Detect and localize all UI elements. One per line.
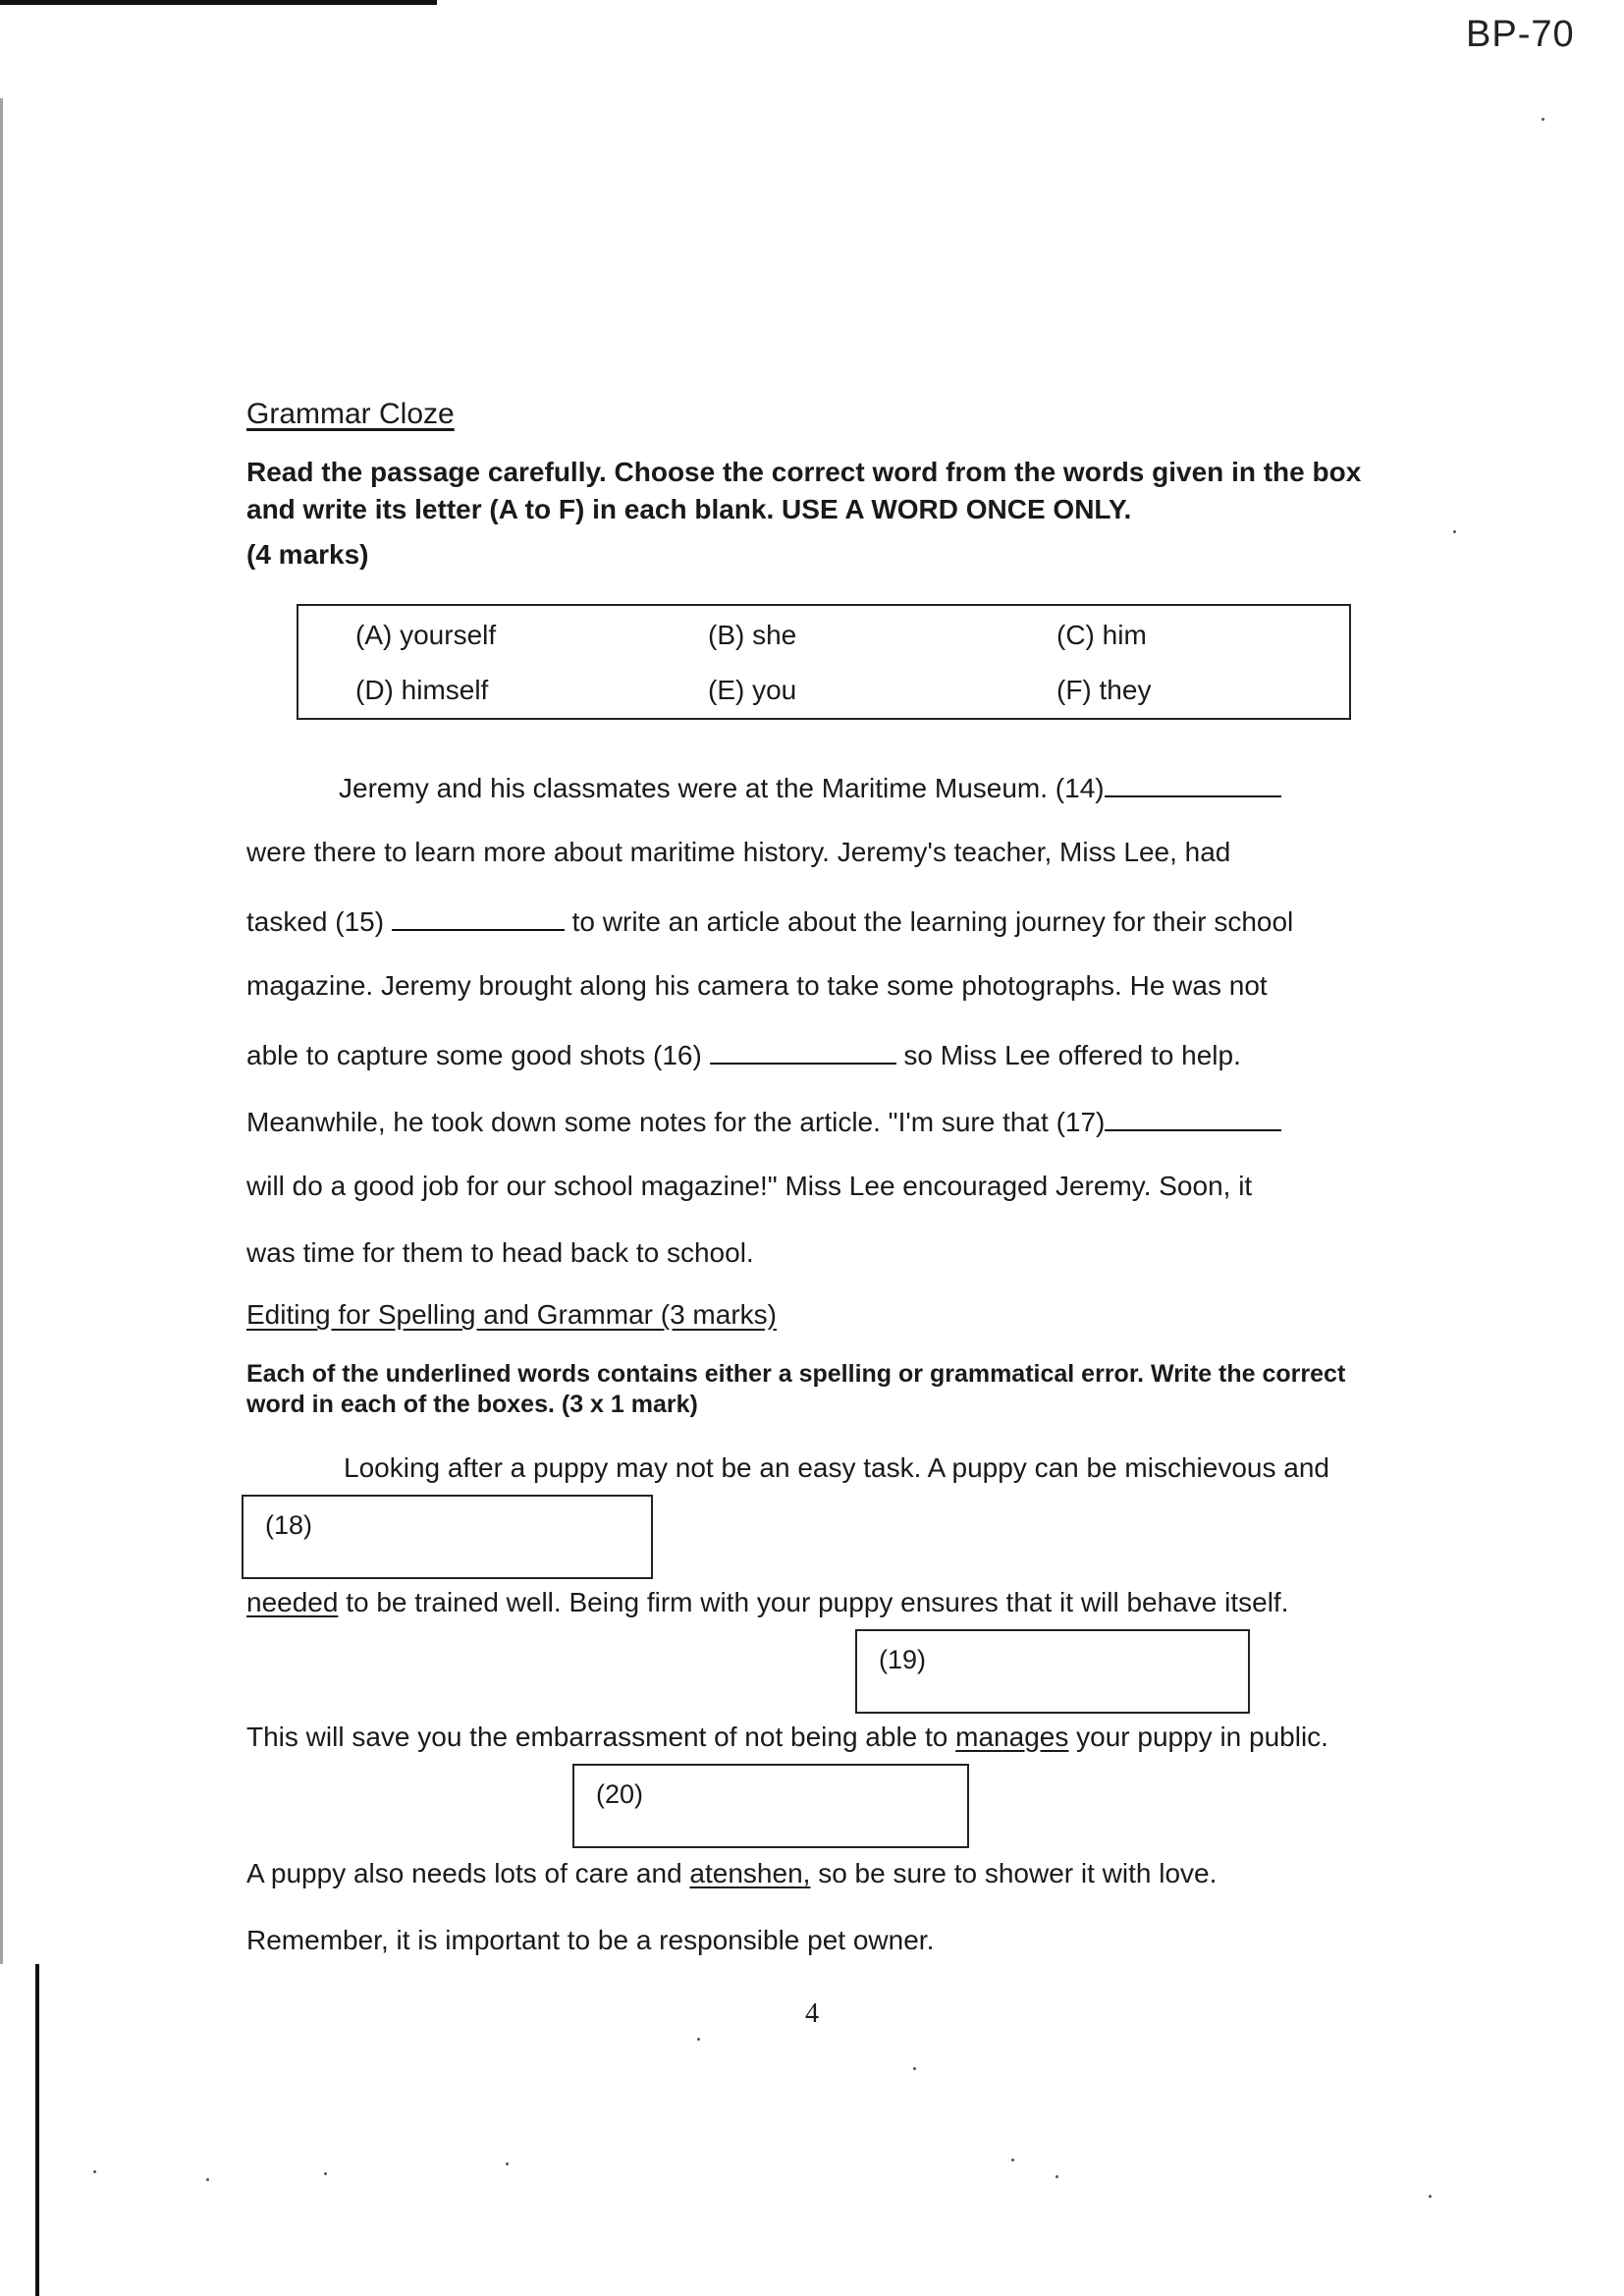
- scan-speck: [1453, 530, 1456, 533]
- word-options-box: [297, 604, 1351, 720]
- answer-box-20[interactable]: [572, 1764, 969, 1848]
- option-a: (A) yourself: [355, 620, 497, 650]
- scan-speck: [1542, 118, 1544, 121]
- blank-15[interactable]: [392, 903, 565, 931]
- option-f: (F) they: [1056, 675, 1152, 705]
- scan-edge-line: [0, 0, 437, 5]
- editing-line: Looking after a puppy may not be an easy task. A puppy can be mischievous and: [344, 1452, 1329, 1483]
- passage-line: [339, 770, 1281, 804]
- page-number: 4: [805, 1998, 819, 2029]
- passage-text: Meanwhile, he took down some notes for the article. "I'm sure that (17): [246, 1107, 1106, 1137]
- grammar-cloze-title: Grammar Cloze: [246, 398, 455, 430]
- scan-speck: [206, 2178, 209, 2181]
- scan-edge-line: [0, 98, 3, 1964]
- editing-line: [246, 1587, 1288, 1618]
- passage-line: [246, 1104, 1281, 1138]
- option-c: (C) him: [1056, 620, 1147, 650]
- editing-line: Remember, it is important to be a responsible pet owner.: [246, 1925, 935, 1955]
- editing-text: This will save you the embarrassment of not being able to: [246, 1722, 956, 1752]
- grammar-cloze-marks: (4 marks): [246, 539, 369, 570]
- passage-line: were there to learn more about maritime history. Jeremy's teacher, Miss Lee, had: [246, 837, 1231, 867]
- passage-text: so Miss Lee offered to help.: [903, 1040, 1241, 1070]
- scan-speck: [913, 2067, 916, 2070]
- editing-instruction: Each of the underlined words contains either a spelling or grammatical error. Write the correct word in each of the boxes. (3 x 1 mark): [246, 1360, 1346, 1418]
- passage-text: to write an article about the learning journey for their school: [571, 906, 1294, 937]
- passage-line: [246, 1037, 1241, 1071]
- scan-speck: [1011, 2159, 1014, 2161]
- answer-box-18[interactable]: [242, 1495, 653, 1579]
- scan-speck: [1056, 2175, 1058, 2178]
- answer-box-label: (19): [879, 1645, 927, 1674]
- underlined-error-word: manages: [955, 1722, 1069, 1752]
- passage-line: [246, 903, 1293, 938]
- passage-line: was time for them to head back to school.: [246, 1237, 754, 1268]
- answer-box-label: (20): [596, 1779, 644, 1809]
- passage-text: Jeremy and his classmates were at the Maritime Museum. (14): [339, 773, 1105, 803]
- option-d: (D) himself: [355, 675, 489, 705]
- option-b: (B) she: [708, 620, 797, 650]
- blank-17[interactable]: [1105, 1104, 1281, 1131]
- scan-speck: [1429, 2195, 1432, 2198]
- editing-text: so be sure to shower it with love.: [810, 1858, 1218, 1888]
- scan-speck: [93, 2170, 96, 2173]
- scan-speck: [506, 2162, 509, 2165]
- answer-box-label: (18): [265, 1510, 313, 1540]
- passage-line: will do a good job for our school magazine!" Miss Lee encouraged Jeremy. Soon, it: [246, 1171, 1253, 1201]
- grammar-cloze-instruction: Read the passage carefully. Choose the correct word from the words given in the box and write its letter (A to F) in each blank. USE A WORD ONCE ONLY.: [246, 457, 1362, 524]
- underlined-error-word: needed: [246, 1587, 339, 1617]
- paper-code: BP-70: [1466, 14, 1575, 55]
- editing-text: A puppy also needs lots of care and: [246, 1858, 690, 1888]
- editing-line: [246, 1722, 1328, 1753]
- blank-16[interactable]: [710, 1037, 896, 1065]
- passage-text: able to capture some good shots (16): [246, 1040, 702, 1070]
- scan-edge-line: [35, 1964, 39, 2296]
- editing-line: [246, 1858, 1217, 1889]
- underlined-error-word: atenshen,: [689, 1858, 811, 1888]
- passage-text: tasked (15): [246, 906, 385, 937]
- editing-title: Editing for Spelling and Grammar (3 marks): [246, 1299, 777, 1330]
- scan-speck: [324, 2172, 327, 2175]
- editing-text: your puppy in public.: [1068, 1722, 1328, 1752]
- option-e: (E) you: [708, 675, 797, 705]
- passage-line: magazine. Jeremy brought along his camera to take some photographs. He was not: [246, 970, 1268, 1001]
- editing-text: to be trained well. Being firm with your puppy ensures that it will behave itself.: [338, 1587, 1289, 1617]
- scan-speck: [697, 2038, 700, 2041]
- blank-14[interactable]: [1105, 770, 1281, 797]
- answer-box-19[interactable]: [855, 1629, 1250, 1714]
